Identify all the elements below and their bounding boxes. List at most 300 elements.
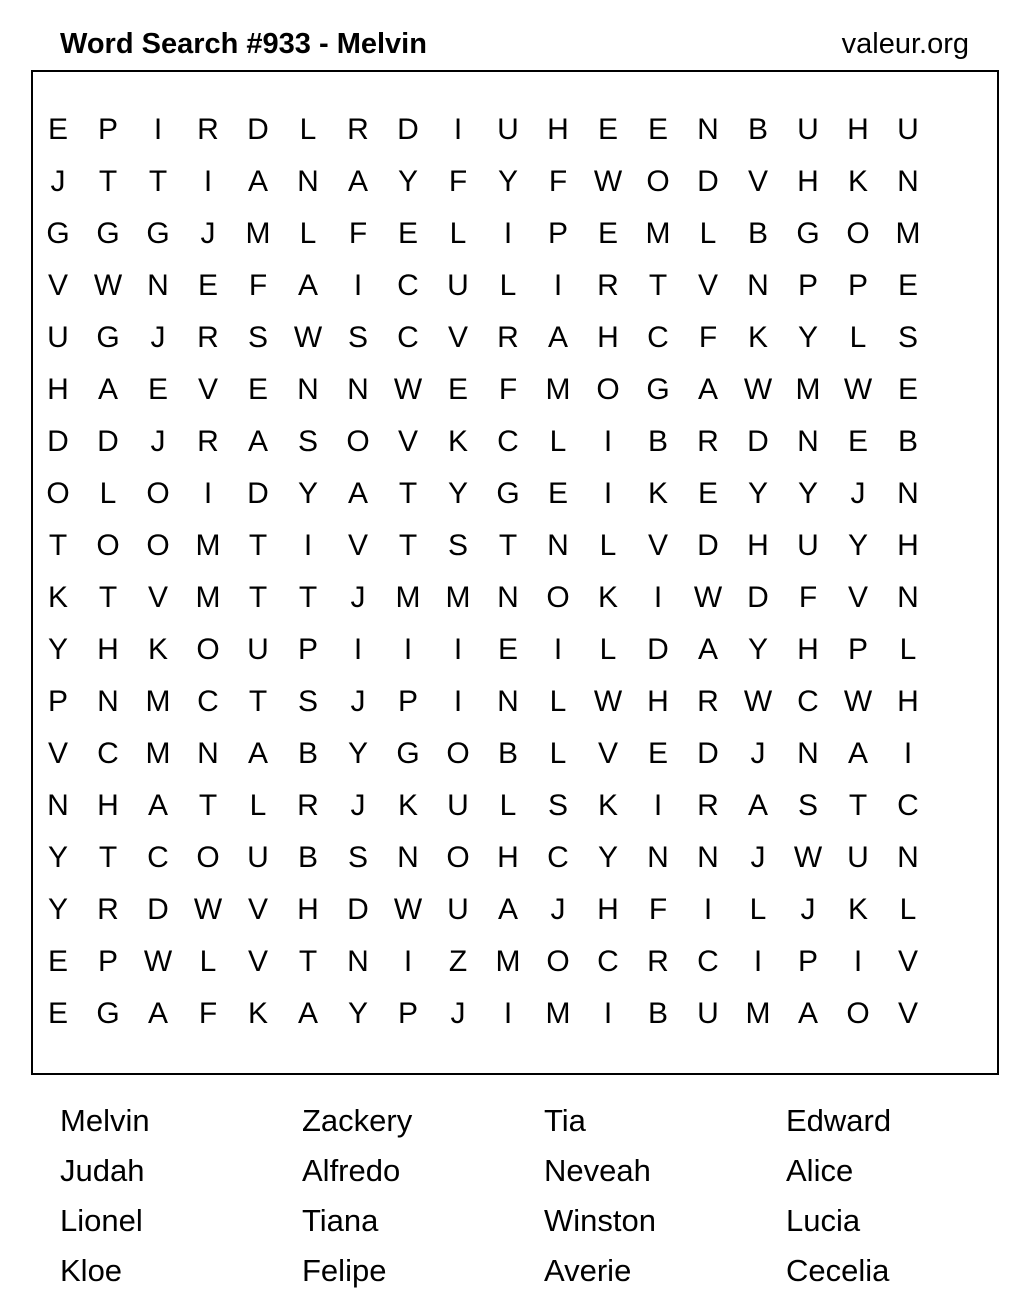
grid-letter: B bbox=[497, 737, 518, 770]
grid-letter: P bbox=[97, 945, 118, 978]
grid-letter: M bbox=[545, 997, 571, 1030]
grid-letter: G bbox=[796, 217, 820, 250]
grid-letter: D bbox=[647, 633, 669, 666]
grid-letter: I bbox=[303, 529, 313, 562]
grid-letter: O bbox=[846, 217, 870, 250]
grid-letter: Y bbox=[597, 841, 618, 874]
grid-letter: V bbox=[897, 945, 918, 978]
grid-letter: R bbox=[97, 893, 119, 926]
grid-letter: A bbox=[247, 165, 268, 198]
grid-letter: P bbox=[47, 685, 68, 718]
grid-letter: Y bbox=[797, 321, 818, 354]
grid-letter: A bbox=[247, 425, 268, 458]
grid-letter: E bbox=[47, 997, 68, 1030]
grid-row bbox=[33, 468, 983, 520]
grid-letter: M bbox=[895, 217, 921, 250]
word-list-item: Averie bbox=[544, 1253, 632, 1288]
grid-letter: V bbox=[247, 893, 268, 926]
word-list-item: Tia bbox=[544, 1103, 586, 1138]
grid-letter: D bbox=[397, 113, 419, 146]
grid-letter: K bbox=[747, 321, 768, 354]
grid-letter: K bbox=[147, 633, 168, 666]
word-list-item: Tiana bbox=[302, 1203, 379, 1238]
grid-letter: E bbox=[697, 477, 718, 510]
grid-row bbox=[33, 676, 983, 728]
grid-letter: T bbox=[848, 789, 868, 822]
grid-letter: I bbox=[553, 269, 563, 302]
grid-letter: L bbox=[599, 529, 617, 562]
grid-letter: N bbox=[397, 841, 419, 874]
grid-row bbox=[33, 728, 983, 780]
grid-letter: U bbox=[797, 529, 819, 562]
word-list-item: Cecelia bbox=[786, 1253, 890, 1288]
grid-letter: E bbox=[47, 945, 68, 978]
grid-letter: A bbox=[97, 373, 118, 406]
grid-letter: H bbox=[897, 529, 919, 562]
grid-letter: O bbox=[346, 425, 370, 458]
grid-letter: P bbox=[547, 217, 568, 250]
grid-letter: J bbox=[50, 165, 66, 198]
grid-letter: H bbox=[897, 685, 919, 718]
word-list-item: Lionel bbox=[60, 1203, 143, 1238]
grid-letter: P bbox=[797, 269, 818, 302]
grid-letter: A bbox=[497, 893, 518, 926]
grid-letter: L bbox=[849, 321, 867, 354]
grid-letter: F bbox=[448, 165, 468, 198]
grid-letter: S bbox=[297, 685, 318, 718]
letter-grid bbox=[33, 104, 983, 1040]
grid-letter: Y bbox=[397, 165, 418, 198]
grid-letter: N bbox=[297, 373, 319, 406]
grid-letter: C bbox=[97, 737, 119, 770]
grid-letter: H bbox=[797, 633, 819, 666]
grid-row bbox=[33, 936, 983, 988]
grid-letter: L bbox=[899, 633, 917, 666]
grid-letter: O bbox=[196, 633, 220, 666]
grid-letter: R bbox=[347, 113, 369, 146]
grid-letter: S bbox=[447, 529, 468, 562]
grid-letter: V bbox=[697, 269, 718, 302]
grid-letter: E bbox=[247, 373, 268, 406]
grid-letter: L bbox=[599, 633, 617, 666]
grid-letter: N bbox=[797, 737, 819, 770]
grid-letter: F bbox=[498, 373, 518, 406]
grid-letter: K bbox=[397, 789, 418, 822]
grid-letter: L bbox=[299, 113, 317, 146]
grid-letter: H bbox=[797, 165, 819, 198]
grid-letter: O bbox=[846, 997, 870, 1030]
grid-row bbox=[33, 780, 983, 832]
grid-letter: S bbox=[297, 425, 318, 458]
grid-letter: P bbox=[397, 997, 418, 1030]
grid-letter: N bbox=[497, 685, 519, 718]
grid-letter: V bbox=[197, 373, 218, 406]
grid-letter: R bbox=[497, 321, 519, 354]
grid-letter: F bbox=[648, 893, 668, 926]
grid-letter: T bbox=[198, 789, 218, 822]
grid-letter: F bbox=[198, 997, 218, 1030]
grid-letter: V bbox=[447, 321, 468, 354]
grid-letter: V bbox=[47, 269, 68, 302]
grid-letter: L bbox=[549, 737, 567, 770]
grid-letter: M bbox=[545, 373, 571, 406]
grid-letter: W bbox=[743, 685, 773, 718]
grid-letter: J bbox=[150, 425, 166, 458]
grid-letter: W bbox=[393, 893, 423, 926]
grid-letter: C bbox=[397, 269, 419, 302]
grid-letter: E bbox=[147, 373, 168, 406]
grid-letter: S bbox=[547, 789, 568, 822]
grid-letter: A bbox=[747, 789, 768, 822]
grid-letter: U bbox=[447, 893, 469, 926]
grid-letter: T bbox=[398, 529, 418, 562]
grid-letter: D bbox=[347, 893, 369, 926]
word-list-item: Winston bbox=[544, 1203, 656, 1238]
grid-letter: L bbox=[199, 945, 217, 978]
grid-letter: R bbox=[697, 685, 719, 718]
grid-letter: E bbox=[897, 269, 918, 302]
grid-letter: U bbox=[847, 841, 869, 874]
grid-row bbox=[33, 988, 983, 1040]
grid-letter: E bbox=[647, 737, 668, 770]
grid-letter: I bbox=[653, 581, 663, 614]
grid-letter: G bbox=[646, 373, 670, 406]
word-list-item: Alfredo bbox=[302, 1153, 401, 1188]
grid-letter: K bbox=[597, 581, 618, 614]
grid-letter: N bbox=[697, 113, 719, 146]
grid-row bbox=[33, 208, 983, 260]
grid-letter: I bbox=[903, 737, 913, 770]
grid-letter: T bbox=[298, 581, 318, 614]
grid-letter: V bbox=[47, 737, 68, 770]
grid-letter: W bbox=[693, 581, 723, 614]
grid-letter: P bbox=[847, 633, 868, 666]
grid-letter: V bbox=[897, 997, 918, 1030]
grid-letter: F bbox=[798, 581, 818, 614]
grid-letter: H bbox=[297, 893, 319, 926]
grid-letter: E bbox=[897, 373, 918, 406]
grid-letter: S bbox=[347, 841, 368, 874]
grid-letter: D bbox=[747, 581, 769, 614]
grid-letter: M bbox=[645, 217, 671, 250]
grid-letter: A bbox=[547, 321, 568, 354]
grid-letter: K bbox=[247, 997, 268, 1030]
grid-letter: G bbox=[46, 217, 70, 250]
grid-letter: R bbox=[197, 321, 219, 354]
grid-letter: I bbox=[703, 893, 713, 926]
grid-letter: K bbox=[47, 581, 68, 614]
grid-letter: I bbox=[153, 113, 163, 146]
grid-letter: S bbox=[247, 321, 268, 354]
grid-row bbox=[33, 416, 983, 468]
word-list-item: Neveah bbox=[544, 1153, 651, 1188]
grid-letter: B bbox=[297, 737, 318, 770]
grid-letter: O bbox=[446, 841, 470, 874]
grid-letter: H bbox=[647, 685, 669, 718]
grid-letter: I bbox=[403, 633, 413, 666]
grid-letter: M bbox=[145, 685, 171, 718]
grid-letter: Y bbox=[47, 633, 68, 666]
word-list-item: Felipe bbox=[302, 1253, 387, 1288]
grid-letter: A bbox=[797, 997, 818, 1030]
grid-letter: V bbox=[597, 737, 618, 770]
grid-letter: L bbox=[299, 217, 317, 250]
grid-letter: S bbox=[897, 321, 918, 354]
grid-letter: V bbox=[247, 945, 268, 978]
grid-letter: N bbox=[347, 945, 369, 978]
grid-letter: W bbox=[593, 165, 623, 198]
grid-letter: H bbox=[597, 321, 619, 354]
grid-letter: Y bbox=[747, 633, 768, 666]
grid-letter: O bbox=[546, 581, 570, 614]
grid-row bbox=[33, 364, 983, 416]
grid-letter: U bbox=[447, 269, 469, 302]
grid-letter: N bbox=[347, 373, 369, 406]
grid-letter: I bbox=[453, 685, 463, 718]
grid-letter: O bbox=[546, 945, 570, 978]
grid-letter: T bbox=[98, 581, 118, 614]
grid-letter: E bbox=[497, 633, 518, 666]
grid-row bbox=[33, 104, 983, 156]
grid-letter: L bbox=[499, 789, 517, 822]
grid-row bbox=[33, 312, 983, 364]
grid-letter: E bbox=[597, 217, 618, 250]
grid-letter: V bbox=[747, 165, 768, 198]
grid-row bbox=[33, 520, 983, 572]
grid-letter: Y bbox=[47, 841, 68, 874]
grid-letter: V bbox=[647, 529, 668, 562]
grid-letter: P bbox=[797, 945, 818, 978]
grid-letter: L bbox=[899, 893, 917, 926]
grid-letter: N bbox=[897, 581, 919, 614]
grid-letter: H bbox=[847, 113, 869, 146]
grid-letter: A bbox=[297, 997, 318, 1030]
grid-letter: V bbox=[397, 425, 418, 458]
grid-letter: O bbox=[596, 373, 620, 406]
grid-letter: R bbox=[197, 425, 219, 458]
grid-letter: C bbox=[147, 841, 169, 874]
grid-letter: I bbox=[603, 477, 613, 510]
grid-letter: F bbox=[548, 165, 568, 198]
word-list bbox=[60, 1096, 1000, 1296]
grid-letter: P bbox=[297, 633, 318, 666]
grid-letter: U bbox=[247, 633, 269, 666]
grid-letter: K bbox=[647, 477, 668, 510]
grid-letter: P bbox=[97, 113, 118, 146]
grid-letter: W bbox=[843, 373, 873, 406]
grid-letter: D bbox=[747, 425, 769, 458]
site-name: valeur.org bbox=[841, 28, 969, 60]
grid-letter: U bbox=[47, 321, 69, 354]
grid-letter: J bbox=[450, 997, 466, 1030]
grid-letter: W bbox=[93, 269, 123, 302]
grid-letter: R bbox=[647, 945, 669, 978]
grid-letter: A bbox=[347, 477, 368, 510]
grid-letter: L bbox=[499, 269, 517, 302]
grid-letter: A bbox=[147, 997, 168, 1030]
grid-letter: D bbox=[247, 113, 269, 146]
grid-letter: N bbox=[897, 165, 919, 198]
grid-letter: W bbox=[743, 373, 773, 406]
page-title: Word Search #933 - Melvin bbox=[60, 28, 427, 60]
grid-letter: Y bbox=[797, 477, 818, 510]
grid-letter: S bbox=[797, 789, 818, 822]
grid-letter: I bbox=[653, 789, 663, 822]
grid-letter: D bbox=[47, 425, 69, 458]
grid-letter: D bbox=[697, 165, 719, 198]
grid-letter: A bbox=[347, 165, 368, 198]
grid-letter: P bbox=[397, 685, 418, 718]
grid-letter: N bbox=[747, 269, 769, 302]
grid-letter: T bbox=[398, 477, 418, 510]
grid-letter: G bbox=[96, 997, 120, 1030]
grid-letter: E bbox=[547, 477, 568, 510]
grid-letter: F bbox=[248, 269, 268, 302]
grid-letter: H bbox=[47, 373, 69, 406]
grid-letter: O bbox=[146, 477, 170, 510]
grid-letter: W bbox=[193, 893, 223, 926]
grid-letter: I bbox=[853, 945, 863, 978]
grid-letter: D bbox=[697, 737, 719, 770]
grid-letter: F bbox=[348, 217, 368, 250]
grid-letter: B bbox=[647, 997, 668, 1030]
grid-letter: V bbox=[147, 581, 168, 614]
grid-letter: E bbox=[447, 373, 468, 406]
grid-letter: C bbox=[497, 425, 519, 458]
grid-letter: T bbox=[148, 165, 168, 198]
grid-letter: H bbox=[497, 841, 519, 874]
grid-letter: T bbox=[498, 529, 518, 562]
grid-letter: M bbox=[745, 997, 771, 1030]
grid-letter: K bbox=[847, 165, 868, 198]
grid-letter: I bbox=[203, 477, 213, 510]
grid-letter: E bbox=[47, 113, 68, 146]
grid-letter: W bbox=[393, 373, 423, 406]
grid-letter: I bbox=[603, 425, 613, 458]
grid-letter: D bbox=[97, 425, 119, 458]
grid-letter: D bbox=[147, 893, 169, 926]
grid-letter: I bbox=[603, 997, 613, 1030]
grid-letter: R bbox=[597, 269, 619, 302]
grid-letter: T bbox=[48, 529, 68, 562]
word-list-item: Judah bbox=[60, 1153, 145, 1188]
grid-letter: Y bbox=[297, 477, 318, 510]
grid-letter: N bbox=[897, 477, 919, 510]
word-list-item: Zackery bbox=[302, 1103, 413, 1138]
grid-letter: J bbox=[850, 477, 866, 510]
grid-letter: T bbox=[248, 529, 268, 562]
grid-row bbox=[33, 884, 983, 936]
grid-letter: U bbox=[897, 113, 919, 146]
grid-letter: M bbox=[445, 581, 471, 614]
grid-letter: N bbox=[797, 425, 819, 458]
grid-letter: U bbox=[447, 789, 469, 822]
grid-letter: O bbox=[446, 737, 470, 770]
grid-letter: C bbox=[547, 841, 569, 874]
grid-letter: E bbox=[597, 113, 618, 146]
grid-letter: J bbox=[750, 737, 766, 770]
grid-letter: M bbox=[495, 945, 521, 978]
grid-letter: B bbox=[297, 841, 318, 874]
grid-letter: M bbox=[395, 581, 421, 614]
grid-letter: T bbox=[298, 945, 318, 978]
grid-letter: J bbox=[350, 685, 366, 718]
grid-letter: A bbox=[147, 789, 168, 822]
grid-letter: R bbox=[697, 789, 719, 822]
grid-letter: W bbox=[843, 685, 873, 718]
grid-letter: J bbox=[200, 217, 216, 250]
grid-letter: W bbox=[293, 321, 323, 354]
grid-row bbox=[33, 572, 983, 624]
grid-letter: A bbox=[297, 269, 318, 302]
grid-row bbox=[33, 624, 983, 676]
grid-letter: J bbox=[350, 581, 366, 614]
grid-letter: Y bbox=[847, 529, 868, 562]
grid-letter: T bbox=[98, 841, 118, 874]
grid-letter: R bbox=[697, 425, 719, 458]
grid-letter: Y bbox=[347, 737, 368, 770]
grid-letter: O bbox=[646, 165, 670, 198]
grid-letter: Y bbox=[497, 165, 518, 198]
grid-letter: F bbox=[698, 321, 718, 354]
grid-row bbox=[33, 260, 983, 312]
grid-letter: N bbox=[897, 841, 919, 874]
grid-letter: I bbox=[503, 997, 513, 1030]
grid-letter: I bbox=[403, 945, 413, 978]
grid-letter: J bbox=[550, 893, 566, 926]
grid-letter: E bbox=[197, 269, 218, 302]
grid-letter: Z bbox=[448, 945, 468, 978]
grid-letter: D bbox=[247, 477, 269, 510]
grid-letter: N bbox=[547, 529, 569, 562]
grid-letter: J bbox=[350, 789, 366, 822]
grid-letter: B bbox=[747, 113, 768, 146]
grid-letter: U bbox=[247, 841, 269, 874]
grid-letter: I bbox=[753, 945, 763, 978]
grid-letter: M bbox=[795, 373, 821, 406]
grid-letter: M bbox=[145, 737, 171, 770]
grid-letter: Y bbox=[47, 893, 68, 926]
grid-letter: O bbox=[46, 477, 70, 510]
grid-letter: N bbox=[647, 841, 669, 874]
grid-letter: T bbox=[248, 685, 268, 718]
grid-letter: I bbox=[203, 165, 213, 198]
grid-letter: H bbox=[747, 529, 769, 562]
grid-letter: I bbox=[353, 269, 363, 302]
grid-letter: O bbox=[146, 529, 170, 562]
grid-letter: S bbox=[347, 321, 368, 354]
grid-letter: V bbox=[347, 529, 368, 562]
grid-letter: T bbox=[648, 269, 668, 302]
grid-letter: M bbox=[195, 581, 221, 614]
grid-letter: A bbox=[847, 737, 868, 770]
word-list-item: Alice bbox=[786, 1153, 854, 1188]
grid-letter: N bbox=[97, 685, 119, 718]
grid-letter: J bbox=[150, 321, 166, 354]
grid-letter: J bbox=[750, 841, 766, 874]
word-list-item: Edward bbox=[786, 1103, 892, 1138]
grid-letter: O bbox=[196, 841, 220, 874]
grid-letter: I bbox=[453, 633, 463, 666]
grid-letter: H bbox=[97, 633, 119, 666]
grid-letter: N bbox=[697, 841, 719, 874]
grid-letter: G bbox=[96, 321, 120, 354]
grid-letter: P bbox=[847, 269, 868, 302]
grid-letter: L bbox=[549, 425, 567, 458]
grid-row bbox=[33, 156, 983, 208]
grid-letter: C bbox=[697, 945, 719, 978]
grid-letter: C bbox=[597, 945, 619, 978]
